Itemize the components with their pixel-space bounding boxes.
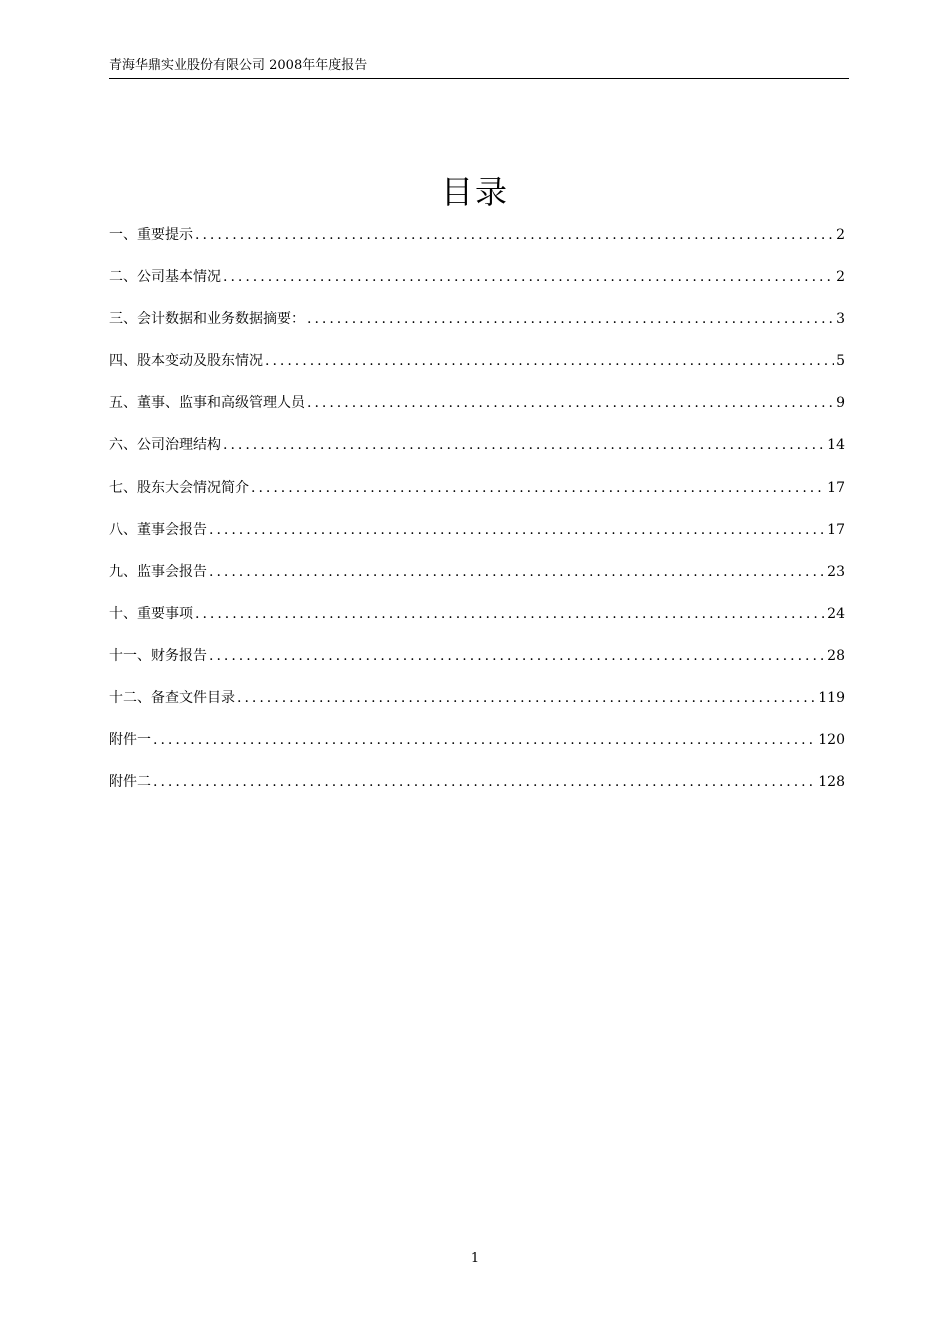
toc-label: 附件一 [109, 732, 151, 749]
table-of-contents [109, 225, 845, 814]
toc-leader-dots [209, 562, 825, 582]
toc-page-number: 3 [836, 311, 845, 328]
toc-leader-dots [153, 730, 816, 750]
toc-entry-11[interactable] [109, 646, 845, 688]
toc-entry-5[interactable] [109, 393, 845, 435]
header-text: 青海华鼎实业股份有限公司 2008年年度报告 [109, 58, 368, 73]
toc-leader-dots [195, 225, 834, 245]
toc-entry-7[interactable] [109, 478, 845, 520]
toc-page-number: 14 [827, 437, 845, 454]
toc-page-number: 9 [836, 395, 845, 412]
toc-leader-dots [209, 520, 825, 540]
toc-page-number: 17 [827, 479, 845, 496]
toc-entry-10[interactable] [109, 604, 845, 646]
toc-label: 九、监事会报告 [109, 563, 207, 580]
toc-leader-dots [265, 351, 834, 371]
toc-entry-1[interactable] [109, 225, 845, 267]
toc-entry-12[interactable] [109, 688, 845, 730]
toc-label: 七、股东大会情况简介 [109, 479, 249, 496]
toc-page-number: 24 [827, 605, 845, 622]
toc-page-number: 2 [836, 227, 845, 243]
toc-label: 四、股本变动及股东情况 [109, 353, 263, 370]
toc-label: 附件二 [109, 774, 151, 791]
toc-leader-dots [153, 772, 816, 792]
toc-entry-6[interactable] [109, 435, 845, 477]
toc-page-number: 120 [818, 732, 845, 749]
toc-leader-dots [307, 309, 834, 329]
toc-page-number: 17 [827, 521, 845, 538]
toc-entry-14[interactable] [109, 772, 845, 814]
toc-label: 八、董事会报告 [109, 521, 207, 538]
toc-label: 六、公司治理结构 [109, 437, 221, 454]
toc-page-number: 28 [827, 647, 845, 664]
toc-page-number: 119 [818, 690, 845, 707]
page-header [109, 58, 849, 79]
toc-label: 十、重要事项 [109, 605, 193, 622]
toc-entry-8[interactable] [109, 520, 845, 562]
toc-leader-dots [307, 393, 834, 413]
toc-label: 十一、财务报告 [109, 647, 207, 664]
toc-entry-4[interactable] [109, 351, 845, 393]
toc-leader-dots [195, 604, 825, 624]
toc-label: 三、会计数据和业务数据摘要： [109, 311, 305, 328]
toc-page-number: 5 [836, 353, 845, 370]
toc-entry-2[interactable] [109, 267, 845, 309]
toc-leader-dots [251, 478, 825, 498]
toc-label: 一、重要提示 [109, 227, 193, 243]
toc-page-number: 2 [836, 269, 845, 286]
toc-leader-dots [223, 267, 834, 287]
toc-leader-dots [223, 435, 825, 455]
toc-entry-13[interactable] [109, 730, 845, 772]
toc-entry-3[interactable] [109, 309, 845, 351]
toc-label: 五、董事、监事和高级管理人员 [109, 395, 305, 412]
toc-entry-9[interactable] [109, 562, 845, 604]
toc-leader-dots [209, 646, 825, 666]
toc-label: 二、公司基本情况 [109, 269, 221, 286]
page-number-footer: 1 [470, 1251, 480, 1266]
page-title: 目录 [440, 173, 509, 211]
toc-page-number: 128 [818, 774, 845, 791]
toc-label: 十二、备查文件目录 [109, 690, 235, 707]
toc-page-number: 23 [827, 563, 845, 580]
toc-leader-dots [237, 688, 816, 708]
